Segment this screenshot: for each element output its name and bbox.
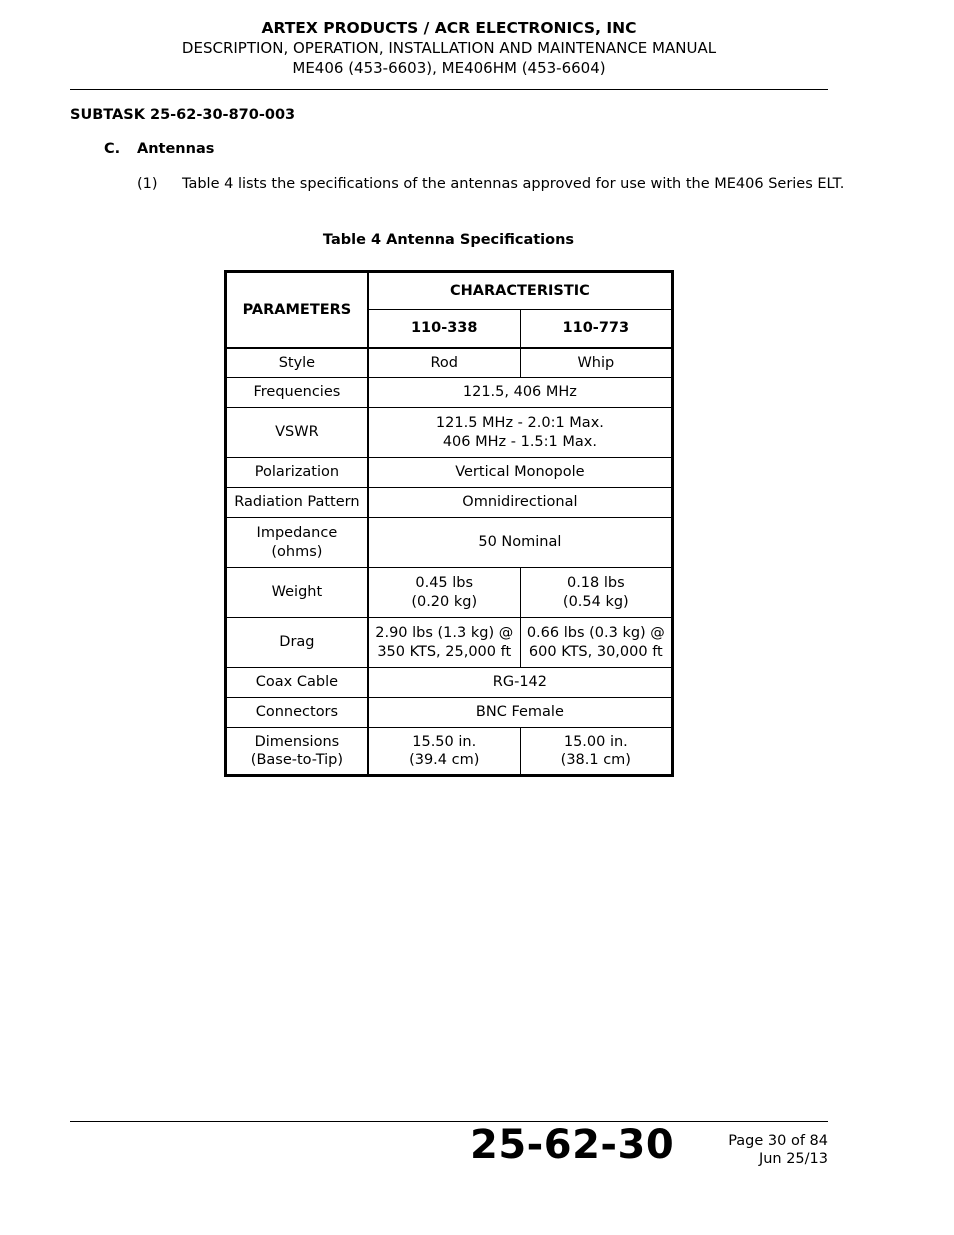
drag-b-line-1: 0.66 lbs (0.3 kg) @ [526, 625, 665, 641]
weight-a-line-1: 0.45 lbs [415, 575, 474, 591]
value-frequencies: 121.5, 406 MHz [368, 378, 673, 408]
value-style-a: Rod [368, 348, 520, 378]
page-header [70, 18, 828, 78]
header-col-110-338: 110-338 [368, 310, 520, 348]
table-row [226, 378, 673, 408]
section-letter: C. [104, 141, 121, 157]
header-divider [70, 89, 828, 90]
value-coax-cable: RG-142 [368, 668, 673, 698]
table-row [226, 458, 673, 488]
manual-title: DESCRIPTION, OPERATION, INSTALLATION AND MAINTENANCE MANUAL [181, 39, 717, 57]
param-style: Style [226, 348, 368, 378]
weight-b-line-1: 0.18 lbs [566, 575, 625, 591]
antenna-spec-table [224, 270, 674, 777]
paragraph-text: Table 4 lists the specifications of the antennas approved for use with the ME406 Series ELT. [182, 176, 845, 192]
value-weight-b [520, 568, 672, 618]
value-vswr [368, 408, 673, 458]
dimensions-a-line-1: 15.50 in. [412, 733, 477, 750]
footer-divider [70, 1121, 828, 1122]
param-connectors: Connectors [226, 698, 368, 728]
drag-b-line-2: 600 KTS, 30,000 ft [528, 643, 663, 660]
param-dimensions [226, 728, 368, 776]
param-frequencies: Frequencies [226, 378, 368, 408]
table-row [226, 618, 673, 668]
table-row [226, 518, 673, 568]
impedance-label-1: Impedance [256, 525, 338, 541]
param-polarization: Polarization [226, 458, 368, 488]
page-number: Page 30 of 84 [728, 1133, 828, 1149]
table-row [226, 568, 673, 618]
param-vswr: VSWR [226, 408, 368, 458]
value-impedance: 50 Nominal [368, 518, 673, 568]
dimensions-label-2: (Base-to-Tip) [250, 752, 344, 768]
header-parameters: PARAMETERS [226, 272, 368, 348]
company-name: ARTEX PRODUCTS / ACR ELECTRONICS, INC [261, 19, 637, 37]
section-heading [104, 141, 214, 157]
section-title: Antennas [137, 141, 215, 157]
paragraph-number: (1) [137, 176, 158, 192]
table-row [226, 348, 673, 378]
table-title: Table 4 Antenna Specifications [322, 232, 575, 248]
param-weight: Weight [226, 568, 368, 618]
page-info [728, 1132, 828, 1168]
chapter-code: 25-62-30 [470, 1122, 675, 1168]
weight-b-line-2: (0.54 kg) [562, 593, 629, 610]
table-header-row [226, 272, 673, 310]
model-numbers: ME406 (453-6603), ME406HM (453-6604) [292, 59, 606, 77]
impedance-label-2: (ohms) [271, 543, 323, 560]
table-row [226, 668, 673, 698]
value-weight-a [368, 568, 520, 618]
param-coax-cable: Coax Cable [226, 668, 368, 698]
vswr-line-2: 406 MHz - 1.5:1 Max. [442, 433, 597, 450]
subtask-heading: SUBTASK 25-62-30-870-003 [70, 107, 296, 123]
param-radiation-pattern: Radiation Pattern [226, 488, 368, 518]
drag-a-line-1: 2.90 lbs (1.3 kg) @ [375, 625, 514, 641]
vswr-line-1: 121.5 MHz - 2.0:1 Max. [435, 415, 604, 431]
value-radiation-pattern: Omnidirectional [368, 488, 673, 518]
value-drag-a [368, 618, 520, 668]
table-row [226, 728, 673, 776]
table-row [226, 488, 673, 518]
param-drag: Drag [226, 618, 368, 668]
dimensions-label-1: Dimensions [254, 733, 340, 750]
value-style-b: Whip [520, 348, 672, 378]
header-col-110-773: 110-773 [520, 310, 672, 348]
weight-a-line-2: (0.20 kg) [411, 593, 478, 610]
value-drag-b [520, 618, 672, 668]
table-row [226, 698, 673, 728]
dimensions-a-line-2: (39.4 cm) [409, 752, 480, 768]
dimensions-b-line-1: 15.00 in. [563, 733, 628, 750]
paragraph [137, 176, 844, 192]
drag-a-line-2: 350 KTS, 25,000 ft [377, 643, 512, 660]
dimensions-b-line-2: (38.1 cm) [560, 752, 631, 768]
value-polarization: Vertical Monopole [368, 458, 673, 488]
header-characteristic: CHARACTERISTIC [368, 272, 673, 310]
revision-date: Jun 25/13 [758, 1151, 828, 1167]
value-connectors: BNC Female [368, 698, 673, 728]
value-dimensions-a [368, 728, 520, 776]
table-row [226, 408, 673, 458]
value-dimensions-b [520, 728, 672, 776]
param-impedance [226, 518, 368, 568]
